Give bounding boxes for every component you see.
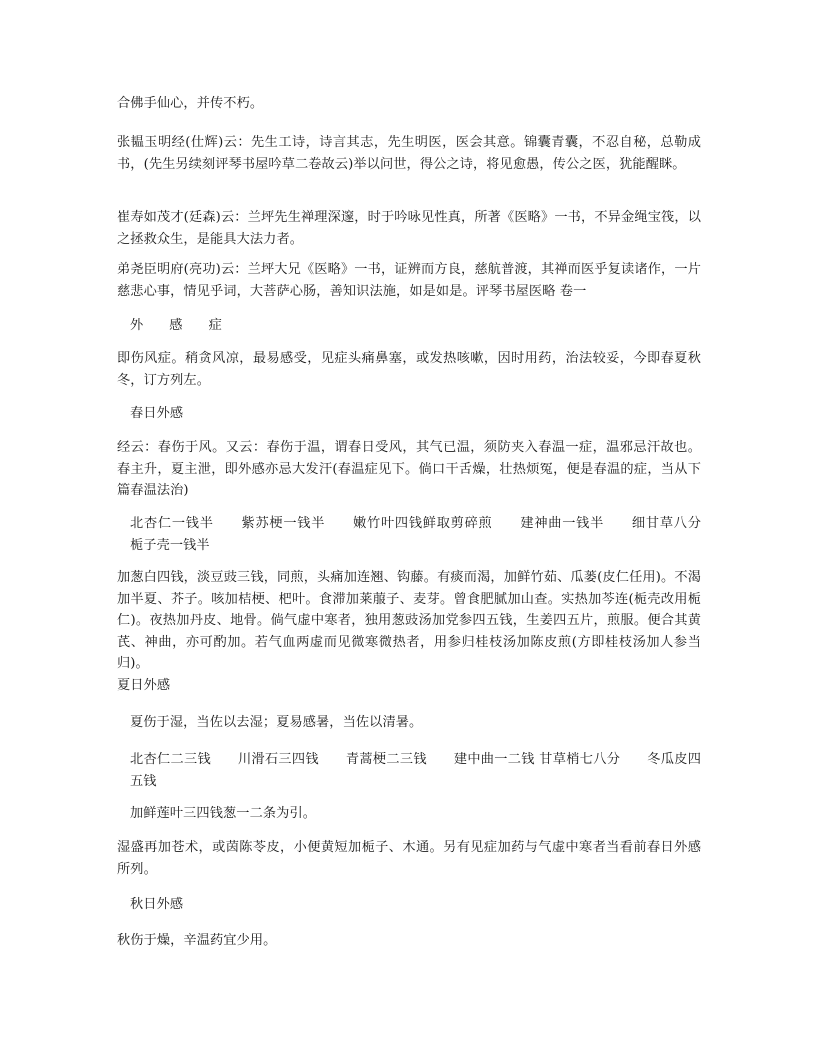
summer-addition: 加鲜莲叶三四钱葱一二条为引。	[130, 806, 317, 821]
heading-char: 外	[130, 318, 144, 333]
spring-formula: 北杏仁一钱半 紫苏梗一钱半 嫩竹叶四钱鲜取剪碎煎 建神曲一钱半 细甘草八分 栀子壳一钱半	[130, 516, 728, 553]
paragraph: 张韫玉明经(仕辉)云：先生工诗，诗言其志，先生明医，医会其意。锦囊青囊，不忍自秘，总勒成书，(先生另续刻评琴书屋吟草二卷故云)举以问世，得公之诗，将见愈愚，传公之医，犹能醒眯。	[117, 135, 701, 172]
summer-title: 夏日外感	[117, 678, 171, 693]
summer-formula: 北杏仁二三钱 川滑石三四钱 青蒿梗二三钱 建中曲一二钱 甘草梢七八分 冬瓜皮四五钱	[130, 752, 701, 789]
section-heading	[117, 315, 701, 337]
spring-title: 春日外感	[130, 406, 184, 421]
heading-char: 症	[208, 318, 222, 333]
spring-addition: 加葱白四钱，淡豆豉三钱，同煎，头痛加连翘、钩藤。有痰而渴，加鲜竹茹、瓜蒌(皮仁任用)。不渴加半夏、芥子。咳加桔梗、杷叶。食滞加莱菔子、麦芽。曾食肥腻加山查。实热加芩连(栀壳改用栀仁)。夜热加丹皮、地骨。倘气虚中寒者，独用葱豉汤加党参四五钱，生姜四五片，煎服。便合其黄芪、神曲，亦可酌加。若气血两虚而见微寒微热者，用参归桂枝汤加陈皮煎(方即桂枝汤加人参当归)。	[117, 570, 701, 671]
paragraph: 合佛手仙心，并传不朽。	[117, 96, 264, 111]
summer-note: 湿盛再加苍术，或茵陈苓皮，小便黄短加栀子、木通。另有见症加药与气虚中寒者当看前春日外感所列。	[117, 840, 701, 877]
paragraph: 弟尧臣明府(亮功)云：兰坪大兄《医略》一书，证辨而方良，慈航普渡，其禅而医乎复读诸作，一片慈悲心事，情见乎词，大菩萨心肠，善知识法施，如是如是。评琴书屋医略 卷一	[117, 262, 701, 299]
paragraph: 崔寿如茂才(廷森)云：兰坪先生禅理深邃，时于吟咏见性真，所著《医略》一书，不异金绳宝筏，以之拯救众生，是能具大法力者。	[117, 210, 701, 247]
autumn-title: 秋日外感	[130, 897, 184, 912]
heading-char: 感	[169, 318, 183, 333]
autumn-text: 秋伤于燥，辛温药宜少用。	[117, 933, 277, 948]
intro-paragraph: 即伤风症。稍贪风凉，最易感受，见症头痛鼻塞，或发热咳嗽，因时用药，治法较妥，今即春夏秋冬，订方列左。	[117, 351, 701, 388]
summer-text: 夏伤于湿，当佐以去湿；夏易感暑，当佐以清暑。	[130, 715, 423, 730]
spring-text: 经云：春伤于风。又云：春伤于温，谓春日受风，其气已温，须防夹入春温一症，温邪忌汗故也。春主升，夏主泄，即外感亦忌大发汗(春温症见下。倘口干舌燥，壮热烦冤，便是春温的症，当从下篇春温法治)	[117, 440, 701, 498]
